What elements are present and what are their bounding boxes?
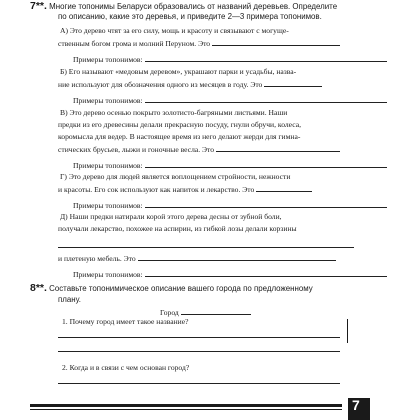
footer-rule-thin [30, 409, 342, 410]
task7-v-line-2: предки из его древесины делали прекрасную посуду, гнули обручи, колеса, [58, 120, 301, 129]
answer-field[interactable] [216, 144, 340, 152]
margin-marker [341, 319, 348, 343]
task7-d-line-2: получали лекарство, похожее на аспирин, из гибкой лозы делали корзины [58, 224, 297, 233]
task7-v-line-4: стических брусьев, лыжи и гоночные весла. Это [58, 144, 340, 155]
task8-heading-line-2: плану. [58, 295, 81, 304]
task8-question-2: 2. Когда и в связи с чем основан город? [62, 363, 190, 372]
task7-heading-line-2: по описанию, какие это деревья, и приведите 2—3 примера топонимов. [58, 12, 322, 21]
examples-field[interactable] [145, 200, 387, 208]
answer-field[interactable] [264, 79, 322, 87]
task7-g-line-1: Г) Это дерево для людей является воплощением стройности, нежности [60, 172, 291, 181]
examples-field[interactable] [145, 160, 387, 168]
city-field[interactable] [181, 307, 251, 315]
task7-heading-line-1: 7**. Многие топонимы Беларуси образовались от названий деревьев. Определите [30, 0, 338, 12]
answer-field[interactable] [212, 38, 340, 46]
task7-b-line-2: ние используют для обозначения одного из месяцев в году. Это [58, 79, 322, 90]
blank-line[interactable] [58, 351, 340, 352]
blank-line[interactable] [58, 337, 340, 338]
page-number: 7 [352, 397, 360, 413]
answer-field[interactable] [256, 184, 312, 192]
blank-line[interactable] [58, 383, 340, 384]
task7-v-line-1: В) Это дерево осенью покрыто золотисто-багряными листьями. Наши [60, 108, 288, 117]
task7-a-line-1: А) Это дерево чтят за его силу, мощь и красоту и связывают с могуще- [60, 26, 289, 35]
task8-heading-line-1: 8**. Составьте топонимическое описание вашего города по предложенному [30, 282, 313, 294]
task7-d-line-1: Д) Наши предки натирали корой этого дерева десны от зубной боли, [60, 212, 282, 221]
task7-number: 7**. [30, 0, 47, 12]
examples-line-a: Примеры топонимов: [73, 54, 387, 65]
task7-a-line-2: ственным богом грома и молний Перуном. Это [58, 38, 340, 49]
examples-line-g: Примеры топонимов: [73, 200, 387, 211]
task7-g-line-2: и красоты. Его сок используют как напиток и лекарство. Это [58, 184, 312, 195]
task7-d-line-3: и плетеную мебель. Это [58, 253, 336, 264]
examples-line-b: Примеры топонимов: [73, 95, 387, 106]
examples-line-d: Примеры топонимов: [73, 269, 387, 280]
task8-question-1: 1. Почему город имеет такое название? [62, 317, 189, 326]
task7-b-line-1: Б) Его называют «медовым деревом», украшают парки и усадьбы, назва- [60, 67, 297, 76]
blank-line[interactable] [58, 247, 354, 248]
city-line: Город [160, 307, 251, 318]
task8-number: 8**. [30, 282, 47, 294]
examples-field[interactable] [145, 269, 387, 277]
footer-rule [30, 404, 342, 407]
examples-field[interactable] [145, 95, 387, 103]
examples-line-v: Примеры топонимов: [73, 160, 387, 171]
answer-field[interactable] [138, 253, 336, 261]
examples-field[interactable] [145, 54, 387, 62]
task7-v-line-3: коромысла для ведер. В настоящее время из него делают жерди для гимна- [58, 132, 301, 141]
